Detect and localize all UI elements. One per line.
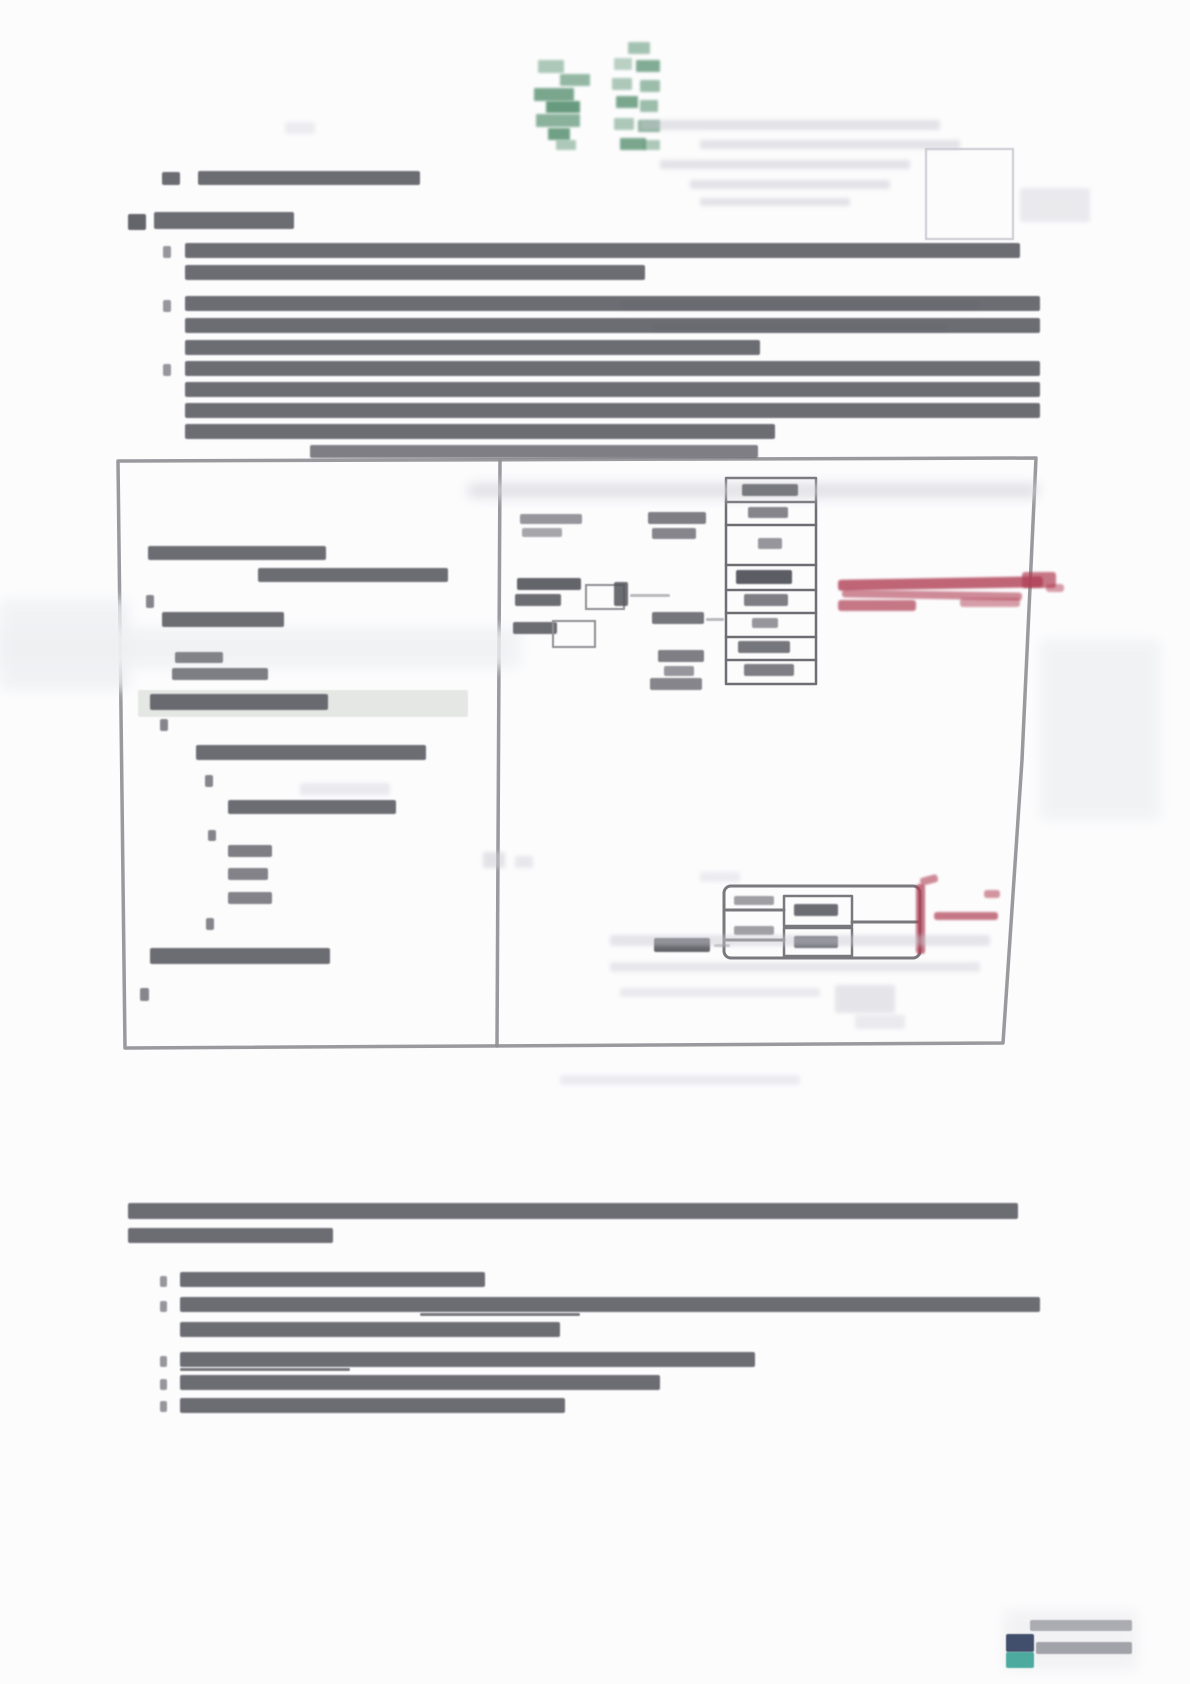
bleedthrough-line: [700, 198, 850, 206]
stack-cell-text: [752, 618, 778, 628]
bleedthrough-scribble: [835, 985, 895, 1013]
handwritten-arrow: [614, 582, 628, 606]
bullet-line: [180, 1322, 560, 1337]
stamp-pixel: [546, 101, 580, 113]
bullet-underline: [180, 1368, 350, 1371]
code-line: [172, 668, 268, 680]
code-line: [175, 652, 223, 663]
list-item-line: [185, 340, 760, 355]
bleedthrough-scribble: [855, 1015, 905, 1029]
arrow-shaft: [706, 618, 724, 621]
stamp-pixel: [534, 88, 574, 101]
code-line: [228, 868, 268, 880]
stamp-pixel: [620, 138, 646, 150]
list-item-line: [185, 243, 1020, 258]
exercise2-heading-line: [128, 1203, 1018, 1219]
bleedthrough-line: [620, 988, 820, 997]
bleedthrough-line: [610, 962, 980, 972]
code-brace: [140, 988, 149, 1001]
red-pen-tick: [984, 890, 1000, 898]
stack-cell-text: [748, 507, 788, 518]
diagram-label: [520, 514, 582, 524]
stack-row-label: [652, 612, 704, 624]
stack-row-label: [658, 650, 704, 662]
stack-row-label: [652, 528, 696, 539]
stamp-pixel: [636, 60, 660, 72]
stamp-pixel: [612, 78, 632, 90]
list-item-line: [310, 445, 758, 458]
stack-row-label: [664, 666, 694, 676]
red-pen-note: [960, 598, 1020, 607]
list-item-line: [185, 296, 1040, 311]
heading-number: [162, 172, 180, 185]
stamp-pixel: [640, 80, 660, 92]
list-item-line: [185, 403, 1040, 418]
stack-cell-text: [736, 570, 792, 584]
stamp-pixel: [644, 140, 660, 150]
register-label-ebp: [515, 594, 561, 606]
code-line: [148, 546, 326, 560]
register-label-ebp: [517, 578, 581, 590]
stamp-pixel: [640, 100, 658, 112]
pencil-mark: [515, 856, 533, 868]
code-line: [150, 948, 330, 964]
bleedthrough-line: [640, 120, 940, 130]
bleedthrough-line: [660, 160, 910, 169]
red-pen-note: [838, 600, 916, 611]
stamp-pixel: [536, 114, 580, 127]
stamp-pixel: [548, 128, 570, 140]
code-line: [196, 745, 426, 760]
list-item-marker: [163, 364, 171, 376]
bullet-underline: [420, 1313, 580, 1316]
stack-cell-text: [744, 594, 788, 606]
bleedthrough-blob: [1020, 188, 1090, 222]
register-cell-text: [794, 904, 838, 916]
watermark-text-line: [1036, 1642, 1132, 1654]
code-brace: [206, 918, 214, 930]
stack-row-label: [650, 678, 702, 690]
exercise2-heading-line: [128, 1228, 333, 1243]
diagram-label: [522, 528, 562, 537]
bleedthrough-line: [700, 140, 960, 149]
scan-band: [0, 628, 520, 668]
stamp-pixel: [556, 140, 576, 150]
bleedthrough-line: [610, 935, 990, 946]
stack-cell-text: [758, 538, 782, 549]
watermark-text-line: [1030, 1620, 1132, 1631]
scanner-app-icon: [1006, 1652, 1034, 1668]
bullet-line: [180, 1375, 660, 1390]
code-line: [228, 892, 272, 904]
scanner-app-icon: [1006, 1634, 1034, 1652]
code-line: [162, 612, 284, 627]
list-item-marker: [163, 246, 171, 258]
bleedthrough-line: [560, 1075, 800, 1085]
bullet-marker: [160, 1301, 167, 1312]
pencil-mark: [700, 872, 740, 882]
stamp-pixel: [560, 74, 590, 86]
bleedthrough-line: [690, 180, 890, 189]
bullet-line: [180, 1398, 565, 1413]
stack-cell-text: [742, 484, 798, 496]
bleedthrough-smudge: [285, 122, 315, 134]
code-brace: [205, 775, 213, 787]
pencil-scribble: [300, 783, 390, 795]
register-label-esp: [513, 622, 557, 634]
heading-line: [198, 171, 420, 185]
code-brace: [208, 830, 216, 841]
list-item-line: [185, 318, 1040, 333]
code-brace: [160, 719, 168, 731]
stamp-pixel: [616, 96, 638, 108]
handwritten-arrow-shaft: [630, 594, 670, 597]
connector-label: [734, 896, 774, 905]
subheading-line: [154, 212, 294, 229]
stamp-pixel: [628, 42, 650, 54]
stack-cell-text: [744, 664, 794, 676]
stack-row-label: [648, 512, 706, 524]
register-value-box: [552, 620, 596, 648]
bleedthrough-smudge: [1040, 640, 1160, 820]
list-item-line: [185, 361, 1040, 376]
bullet-marker: [160, 1401, 167, 1412]
list-item-line: [185, 265, 645, 280]
bullet-line: [180, 1272, 485, 1287]
list-item-marker: [163, 300, 171, 312]
code-brace: [146, 595, 154, 608]
figure-divider: [497, 461, 500, 1046]
bullet-marker: [160, 1356, 167, 1367]
bullet-marker: [160, 1379, 167, 1390]
bullet-marker: [160, 1276, 167, 1287]
connector-label: [734, 926, 774, 935]
stamp-pixel: [614, 58, 632, 70]
red-pen-line: [934, 912, 998, 920]
bullet-line: [180, 1352, 755, 1367]
bleedthrough-crest-box: [925, 148, 1014, 240]
list-item-line: [185, 424, 775, 439]
code-line: [228, 845, 272, 857]
bullet-line: [180, 1297, 1040, 1312]
code-line: [150, 694, 328, 710]
stamp-pixel: [538, 60, 564, 73]
pencil-mark: [483, 852, 505, 868]
list-item-line: [185, 382, 1040, 397]
subheading-bullet: [128, 214, 146, 230]
stamp-pixel: [614, 118, 634, 130]
code-line: [228, 800, 396, 814]
stack-cell-text: [738, 641, 790, 653]
red-pen-dash: [1046, 584, 1064, 592]
code-line: [258, 568, 448, 582]
